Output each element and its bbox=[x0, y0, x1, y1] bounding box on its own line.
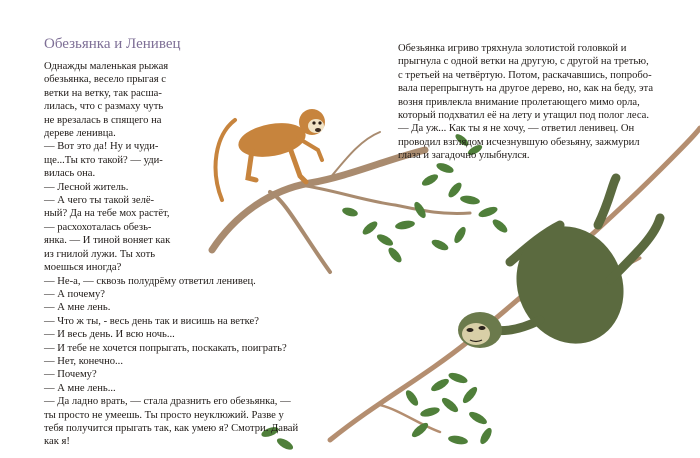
text-line: — А чего ты такой зелё- bbox=[44, 195, 155, 207]
text-line: возня привлекла внимание пролетающего мимо орла, bbox=[398, 96, 640, 108]
text-line: проводил взглядом исчезнувшую обезьяну, зажмурил bbox=[398, 136, 640, 148]
text-line: из гнилой лужи. Ты хоть bbox=[44, 248, 156, 260]
text-line: — Лесной житель. bbox=[44, 181, 129, 193]
text-line: — Да уж... Как ты я не хочу, — ответил ленивец. Он bbox=[398, 123, 635, 135]
story-text-left bbox=[44, 60, 304, 449]
text-line: — Что ж ты, - весь день так и висишь на ветке? bbox=[44, 315, 259, 327]
text-line: Однажды маленькая рыжая bbox=[44, 61, 169, 72]
text-line: моешься иногда? bbox=[44, 262, 122, 274]
story-text-right bbox=[398, 42, 698, 163]
text-line: — Вот это да! Ну и чуди- bbox=[44, 141, 159, 153]
text-line: как я! bbox=[44, 436, 70, 448]
text-line: — И тебе не хочется попрыгать, поскакать, поиграть? bbox=[44, 342, 287, 354]
text-line: глаза и загадочно улыбнулся. bbox=[398, 150, 530, 162]
text-line: — Не-а, — сквозь полудрёму ответил ленивец. bbox=[44, 275, 256, 287]
text-line: ще...Ты кто такой? — уди- bbox=[44, 154, 163, 166]
text-line: — Почему? bbox=[44, 369, 97, 381]
text-line: янка. — И тиной воняет как bbox=[44, 235, 171, 247]
text-line: ветки на ветку, так расша- bbox=[44, 87, 162, 99]
text-line: — расхохоталась обезь- bbox=[44, 221, 152, 233]
text-line: ты просто не умеешь. Ты просто неуклюжий. Разве у bbox=[44, 409, 284, 421]
text-line: не врезалась в спящего на bbox=[44, 114, 162, 126]
text-line: ный? Да на тебе мох растёт, bbox=[44, 208, 170, 220]
text-line: вилась она. bbox=[44, 168, 96, 180]
text-line: — А мне лень. bbox=[44, 302, 111, 314]
text-line: прыгнула с одной ветки на другую, с другой на третью, bbox=[398, 56, 649, 68]
text-line: Обезьянка игриво тряхнула золотистой головкой и bbox=[398, 43, 627, 54]
text-line: лилась, что с размаху чуть bbox=[44, 101, 164, 113]
text-line: — А мне лень... bbox=[44, 382, 116, 394]
text-line: — И весь день. И всю ночь... bbox=[44, 329, 175, 341]
sloth-branch bbox=[330, 128, 700, 440]
text-line: — Да ладно врать, — стала дразнить его обезьянка, — bbox=[44, 396, 291, 408]
text-line: — Нет, конечно... bbox=[44, 355, 123, 367]
text-line: — А почему? bbox=[44, 288, 105, 300]
text-line: обезьянка, весело прыгая с bbox=[44, 74, 166, 86]
sloth-illustration bbox=[458, 178, 660, 361]
text-line: дереве ленивца. bbox=[44, 128, 116, 140]
text-line: тебя получится прыгать так, как умею я? Смотри. Давай bbox=[44, 422, 299, 434]
text-line: с третьей на четвёртую. Потом, раскачавшись, попробо- bbox=[398, 69, 652, 81]
text-line: вала перепрыгнуть на другое дерево, но, как на беду, эта bbox=[398, 83, 654, 95]
text-line: который подхватил её на лету и утащил под полог леса. bbox=[398, 110, 650, 122]
story-title: Обезьянка и Ленивец bbox=[44, 36, 181, 52]
